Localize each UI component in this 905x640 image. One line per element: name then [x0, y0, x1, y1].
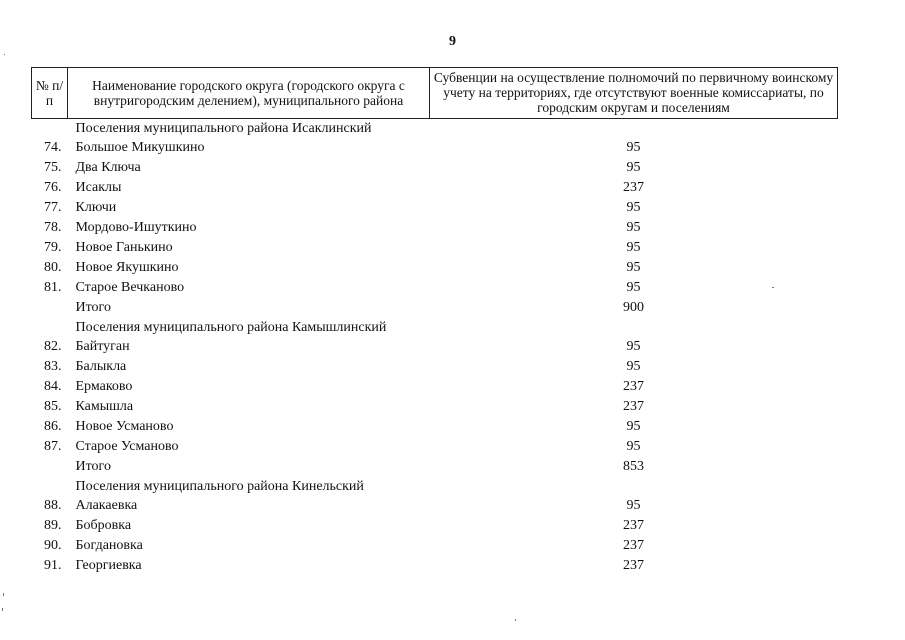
settlement-name: Камышла — [75, 399, 134, 414]
row-number: 90. — [44, 538, 62, 553]
settlement-name: Старое Вечканово — [75, 280, 185, 295]
subsidy-value: 237 — [623, 379, 644, 394]
table-row — [32, 337, 838, 357]
header-row — [32, 68, 838, 119]
total-value: 900 — [623, 300, 644, 315]
settlement-name: Алакаевка — [75, 498, 138, 513]
total-label: Итого — [75, 300, 111, 315]
row-number: 89. — [44, 518, 62, 533]
table-row — [32, 138, 838, 158]
table-row — [32, 158, 838, 178]
table-row — [32, 516, 838, 536]
header-name: Наименование городского округа (городского округа с внутригородским делением), муниципального района — [68, 68, 430, 119]
subsidy-value: 95 — [626, 339, 641, 354]
section-title: Поселения муниципального района Кинельский — [75, 479, 364, 494]
row-number — [32, 457, 68, 477]
row-number: 74. — [44, 140, 62, 155]
section-row — [32, 477, 838, 496]
row-number: 79. — [44, 240, 62, 255]
subsidy-value — [430, 119, 838, 139]
section-row — [32, 318, 838, 337]
table-row — [32, 397, 838, 417]
settlement-name: Новое Якушкино — [75, 260, 179, 275]
table-row — [32, 437, 838, 457]
subsidy-value — [430, 318, 838, 337]
row-number: 75. — [44, 160, 62, 175]
table-row — [32, 218, 838, 238]
header-value: Субвенции на осуществление полномочий по первичному воинскому учету на территориях, где отсутствуют военные комиссариаты, по городским округам и поселениям — [430, 68, 838, 119]
row-number — [32, 119, 68, 139]
settlement-name: Большое Микушкино — [75, 140, 205, 155]
subsidy-table — [31, 67, 838, 576]
subsidy-value: 95 — [626, 200, 641, 215]
settlement-name: Исаклы — [75, 180, 122, 195]
settlement-name: Два Ключа — [75, 160, 141, 175]
total-row — [32, 298, 838, 318]
settlement-name: Богдановка — [75, 538, 143, 553]
subsidy-value: 237 — [623, 180, 644, 195]
subsidy-value — [430, 477, 838, 496]
row-number: 85. — [44, 399, 62, 414]
scan-speck — [4, 54, 5, 55]
row-number: 87. — [44, 439, 62, 454]
settlement-name: Ермаково — [75, 379, 133, 394]
table-row — [32, 417, 838, 437]
total-label: Итого — [75, 459, 111, 474]
subsidy-value: 95 — [626, 260, 641, 275]
settlement-name: Мордово-Ишуткино — [75, 220, 197, 235]
subsidy-value: 237 — [623, 538, 644, 553]
scan-speck — [3, 593, 4, 596]
row-number: 80. — [44, 260, 62, 275]
scan-speck — [515, 619, 516, 621]
total-value: 853 — [623, 459, 644, 474]
table-row — [32, 198, 838, 218]
subsidy-value: 95 — [626, 160, 641, 175]
subsidy-value: 237 — [623, 558, 644, 573]
settlement-name: Новое Усманово — [75, 419, 174, 434]
row-number: 86. — [44, 419, 62, 434]
settlement-name: Байтуган — [75, 339, 130, 354]
settlement-name: Георгиевка — [75, 558, 142, 573]
subsidy-value: 95 — [626, 359, 641, 374]
subsidy-value: 95 — [626, 439, 641, 454]
row-number: 82. — [44, 339, 62, 354]
section-title: Поселения муниципального района Исаклинский — [75, 121, 372, 136]
table-header — [32, 68, 838, 119]
row-number: 84. — [44, 379, 62, 394]
table-row — [32, 496, 838, 516]
table-row — [32, 357, 838, 377]
settlement-name: Ключи — [75, 200, 117, 215]
header-num: № п/п — [32, 68, 68, 119]
row-number: 77. — [44, 200, 62, 215]
settlement-name: Новое Ганькино — [75, 240, 173, 255]
table-row — [32, 238, 838, 258]
subsidy-value: 95 — [626, 498, 641, 513]
table-body — [32, 119, 838, 577]
row-number — [32, 477, 68, 496]
subsidy-value: 237 — [623, 399, 644, 414]
subsidy-value: 95 — [626, 280, 641, 295]
row-number: 91. — [44, 558, 62, 573]
row-number: 78. — [44, 220, 62, 235]
page-number: 9 — [449, 34, 456, 49]
row-number — [32, 298, 68, 318]
subsidy-value: 95 — [626, 419, 641, 434]
table-row — [32, 258, 838, 278]
settlement-name: Старое Усманово — [75, 439, 179, 454]
row-number: 88. — [44, 498, 62, 513]
row-number — [32, 318, 68, 337]
scan-speck — [772, 287, 774, 288]
table-row — [32, 278, 838, 298]
table-row — [32, 377, 838, 397]
row-number: 76. — [44, 180, 62, 195]
subsidy-value: 237 — [623, 518, 644, 533]
settlement-name: Балыкла — [75, 359, 127, 374]
subsidy-value: 95 — [626, 240, 641, 255]
section-title: Поселения муниципального района Камышлинский — [75, 320, 387, 335]
table-row — [32, 178, 838, 198]
subsidy-value: 95 — [626, 220, 641, 235]
table-row — [32, 556, 838, 576]
row-number: 83. — [44, 359, 62, 374]
table-row — [32, 536, 838, 556]
subsidy-value: 95 — [626, 140, 641, 155]
section-row — [32, 119, 838, 139]
settlement-name: Бобровка — [75, 518, 132, 533]
row-number: 81. — [44, 280, 62, 295]
scan-speck — [2, 608, 3, 611]
total-row — [32, 457, 838, 477]
